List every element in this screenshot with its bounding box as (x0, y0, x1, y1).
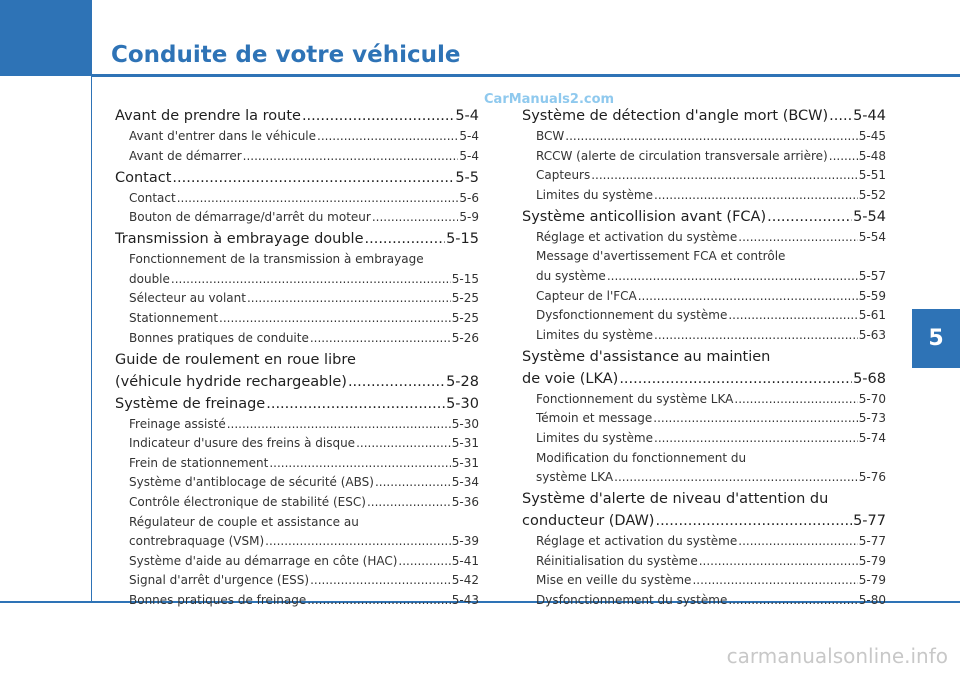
toc-page-number: 5-26 (451, 330, 479, 345)
toc-entry-title: Réglage et activation du système (536, 229, 738, 244)
toc-entry-title: Contact (129, 190, 176, 205)
toc-entry-title: Contrôle électronique de stabilité (ESC) (129, 495, 366, 509)
toc-page-number: 5-79 (858, 573, 886, 588)
toc-leader-dots (356, 436, 451, 450)
toc-page-number: 5-36 (451, 495, 479, 509)
toc-page-number: 5-30 (451, 416, 479, 431)
toc-entry-title: Avant de prendre la route (115, 108, 301, 124)
toc-leader-dots (310, 331, 451, 345)
toc-leader-dots (177, 191, 459, 205)
toc-entry[interactable] (115, 191, 479, 205)
header-rule (92, 74, 960, 77)
toc-entry-title: Avant d'entrer dans le véhicule (129, 129, 317, 143)
toc-heading[interactable] (522, 513, 886, 529)
toc-leader-dots (243, 149, 459, 163)
toc-entry[interactable] (115, 475, 479, 489)
toc-leader-dots (269, 456, 450, 470)
toc-page-number: 5-51 (858, 168, 886, 183)
toc-heading[interactable] (115, 374, 479, 390)
toc-leader-dots (738, 534, 858, 548)
watermark-bottom: carmanualsonline.info (726, 644, 948, 668)
toc-entry-title: du système (536, 269, 606, 283)
toc-page-number: 5-45 (858, 129, 886, 143)
toc-page-number: 5-6 (459, 190, 479, 205)
toc-entry-title: de voie (LKA) (522, 370, 619, 387)
toc-entry-title: Indicateur d'usure des freins à disque (129, 436, 356, 451)
toc-entry[interactable] (115, 311, 479, 325)
toc-entry-title: Avant de démarrer (129, 148, 242, 163)
toc-entry (522, 249, 886, 263)
toc-leader-dots (619, 371, 852, 387)
toc-entry-title: Frein de stationnement (129, 455, 269, 470)
toc-page-number: 5-41 (451, 553, 479, 568)
toc-page-number: 5-34 (451, 475, 479, 490)
toc-page-number: 5-77 (858, 534, 886, 549)
toc-page-number: 5-4 (455, 108, 479, 124)
toc-entry[interactable] (115, 331, 479, 345)
toc-entry-title: Système de freinage (115, 395, 266, 412)
toc-leader-dots (654, 328, 858, 342)
toc-entry-title: Bouton de démarrage/d'arrêt du moteur (129, 210, 371, 225)
toc-entry-title: Capteurs (536, 168, 591, 183)
toc-page-number: 5-63 (858, 327, 886, 342)
toc-entry[interactable] (115, 573, 479, 587)
toc-entry-title: Stationnement (129, 311, 219, 325)
toc-leader-dots (829, 108, 852, 124)
toc-entry[interactable] (522, 554, 886, 568)
toc-leader-dots (728, 308, 857, 322)
toc-entry[interactable] (522, 168, 886, 182)
toc-leader-dots (171, 272, 451, 286)
toc-entry-title: Guide de roulement en roue libre (115, 351, 356, 368)
toc-leader-dots (227, 417, 451, 431)
toc-leader-dots (367, 495, 451, 509)
toc-entry-title: Limites du système (536, 327, 653, 342)
toc-entry-title: Fonctionnement de la transmission à embrayage (129, 252, 424, 267)
toc-page-number: 5-68 (853, 370, 886, 387)
toc-page-number: 5-31 (451, 455, 479, 470)
toc-entry[interactable] (522, 188, 886, 202)
toc-entry[interactable] (115, 210, 479, 224)
toc-leader-dots (767, 209, 852, 225)
toc-entry-title: Système de détection d'angle mort (BCW) (522, 108, 829, 124)
toc-leader-dots (307, 593, 451, 607)
toc-entry[interactable] (522, 289, 886, 303)
toc-page-number: 5-57 (858, 269, 886, 283)
toc-entry[interactable] (115, 291, 479, 305)
toc-page-number: 5-52 (858, 187, 886, 202)
toc-entry[interactable] (522, 593, 886, 607)
toc-leader-dots (829, 149, 858, 163)
toc-heading[interactable] (522, 209, 886, 225)
toc-entry-title: (véhicule hydride rechargeable) (115, 373, 347, 390)
toc-leader-dots (654, 431, 858, 445)
toc-entry[interactable] (115, 593, 479, 607)
toc-leader-dots (398, 554, 450, 568)
toc-entry[interactable] (522, 431, 886, 445)
toc-leader-dots (692, 573, 857, 587)
toc-page-number: 5-30 (446, 395, 479, 412)
toc-page-number: 5-9 (459, 210, 479, 225)
toc-page-number: 5-74 (858, 431, 886, 445)
page-title: Conduite de votre véhicule (111, 42, 461, 68)
toc-page-number: 5-48 (858, 148, 886, 163)
toc-leader-dots (655, 513, 852, 529)
toc-entry[interactable] (522, 328, 886, 342)
toc-entry-title: Contact (115, 169, 172, 186)
toc-entry[interactable] (522, 129, 886, 143)
toc-page-number: 5-54 (853, 208, 886, 225)
toc-entry-title: Témoin et message (536, 411, 653, 426)
toc-page-number: 5-25 (451, 311, 479, 325)
toc-entry[interactable] (115, 149, 479, 163)
toc-entry-title: Freinage assisté (129, 416, 226, 431)
toc-page-number: 5-59 (858, 288, 886, 303)
corner-block (0, 0, 92, 76)
toc-leader-dots (247, 291, 451, 305)
toc-entry-title: Bonnes pratiques de freinage (129, 593, 307, 607)
toc-page-number: 5-28 (446, 373, 479, 390)
toc-page-number: 5-15 (446, 231, 479, 248)
toc-leader-dots (607, 269, 858, 283)
toc-entry-title: Système d'alerte de niveau d'attention du (522, 491, 829, 508)
toc-entry[interactable] (115, 456, 479, 470)
toc-entry (115, 252, 479, 266)
toc-entry[interactable] (115, 554, 479, 568)
toc-page-number: 5-61 (858, 308, 886, 323)
toc-leader-dots (348, 374, 445, 390)
toc-page-number: 5-70 (858, 391, 886, 406)
toc-entry[interactable] (522, 149, 886, 163)
toc-heading (522, 349, 886, 365)
toc-heading[interactable] (522, 371, 886, 387)
toc-leader-dots (699, 554, 858, 568)
toc-leader-dots (265, 534, 451, 548)
toc-page-number: 5-31 (451, 436, 479, 451)
toc-page-number: 5-80 (858, 593, 886, 607)
toc-page-number: 5-4 (459, 129, 479, 143)
watermark-top: CarManuals2.com (484, 92, 615, 107)
toc-leader-dots (310, 573, 451, 587)
toc-entry-title: système LKA (536, 470, 614, 485)
toc-entry[interactable] (115, 436, 479, 450)
toc-heading[interactable] (115, 231, 479, 247)
toc-entry (522, 451, 886, 465)
toc-page-number: 5-4 (459, 148, 479, 163)
toc-heading (522, 491, 886, 507)
toc-entry-title: contrebraquage (VSM) (129, 534, 265, 549)
toc-entry[interactable] (115, 129, 479, 143)
toc-entry[interactable] (115, 534, 479, 548)
toc-entry-title: Modification du fonctionnement du (536, 450, 747, 465)
toc-heading[interactable] (522, 108, 886, 124)
toc-entry-title: Régulateur de couple et assistance au (129, 514, 359, 529)
toc-entry-title: Sélecteur au volant (129, 291, 246, 306)
toc-entry-title: Dysfonctionnement du système (536, 308, 728, 323)
toc-entry[interactable] (522, 411, 886, 425)
toc-entry-title: Système anticollision avant (FCA) (522, 208, 767, 225)
toc-heading[interactable] (115, 396, 479, 412)
toc-leader-dots (738, 230, 858, 244)
margin-rule (91, 76, 92, 602)
toc-leader-dots (317, 129, 458, 143)
toc-leader-dots (266, 396, 445, 412)
toc-entry-title: Capteur de l'FCA (536, 288, 637, 303)
toc-leader-dots (219, 311, 451, 325)
toc-heading[interactable] (115, 170, 479, 186)
toc-leader-dots (638, 289, 858, 303)
toc-entry-title: Message d'avertissement FCA et contrôle (536, 249, 786, 264)
toc-entry[interactable] (522, 573, 886, 587)
toc-entry-title: Limites du système (536, 187, 653, 202)
toc-entry-title: double (129, 271, 170, 286)
toc-leader-dots (565, 129, 858, 143)
toc-leader-dots (614, 470, 858, 484)
toc-page-number: 5-44 (853, 108, 886, 124)
toc-page-number: 5-25 (451, 291, 479, 306)
toc-page-number: 5-43 (451, 593, 479, 607)
toc-entry-title: Réglage et activation du système (536, 534, 738, 549)
toc-entry-title: Bonnes pratiques de conduite (129, 330, 309, 345)
toc-leader-dots (365, 231, 446, 247)
toc-page-number: 5-42 (451, 573, 479, 588)
toc-leader-dots (654, 188, 858, 202)
toc-entry[interactable] (115, 417, 479, 431)
toc-entry[interactable] (522, 308, 886, 322)
toc-leader-dots (653, 411, 857, 425)
toc-entry[interactable] (522, 470, 886, 484)
toc-leader-dots (591, 168, 858, 182)
toc-entry-title: Transmission à embrayage double (115, 231, 364, 248)
toc-leader-dots (372, 210, 459, 224)
toc-page-number: 5-54 (858, 229, 886, 244)
toc-entry (115, 515, 479, 529)
toc-entry-title: Signal d'arrêt d'urgence (ESS) (129, 573, 310, 588)
toc-heading (115, 352, 479, 368)
toc-entry[interactable] (115, 272, 479, 286)
toc-entry[interactable] (522, 392, 886, 406)
toc-leader-dots (734, 392, 857, 406)
toc-leader-dots (172, 170, 454, 186)
toc-entry-title: Fonctionnement du système LKA (536, 391, 734, 406)
toc-page-number: 5-5 (455, 169, 479, 186)
toc-page-number: 5-76 (858, 470, 886, 485)
chapter-tab[interactable]: 5 (912, 309, 960, 368)
toc-entry-title: Mise en veille du système (536, 573, 692, 588)
toc-entry-title: RCCW (alerte de circulation transversale arrière) (536, 148, 828, 163)
toc-entry[interactable] (522, 269, 886, 283)
toc-entry-title: BCW (536, 129, 565, 143)
toc-leader-dots (728, 593, 857, 607)
toc-page-number: 5-79 (858, 553, 886, 568)
toc-entry[interactable] (522, 534, 886, 548)
toc-entry[interactable] (115, 495, 479, 509)
toc-page-number: 5-39 (451, 534, 479, 549)
toc-entry-title: Limites du système (536, 431, 653, 445)
toc-entry-title: conducteur (DAW) (522, 513, 655, 530)
toc-page-number: 5-15 (451, 271, 479, 286)
toc-entry-title: Système d'assistance au maintien (522, 348, 771, 365)
toc-entry-title: Système d'antiblocage de sécurité (ABS) (129, 475, 374, 490)
toc-entry[interactable] (522, 230, 886, 244)
toc-leader-dots (302, 108, 454, 124)
toc-page-number: 5-73 (858, 411, 886, 426)
toc-page-number: 5-77 (853, 513, 886, 530)
toc-entry-title: Dysfonctionnement du système (536, 593, 728, 607)
toc-leader-dots (375, 475, 451, 489)
toc-entry-title: Système d'aide au démarrage en côte (HAC) (129, 553, 398, 568)
toc-heading[interactable] (115, 108, 479, 124)
toc-entry-title: Réinitialisation du système (536, 553, 698, 568)
